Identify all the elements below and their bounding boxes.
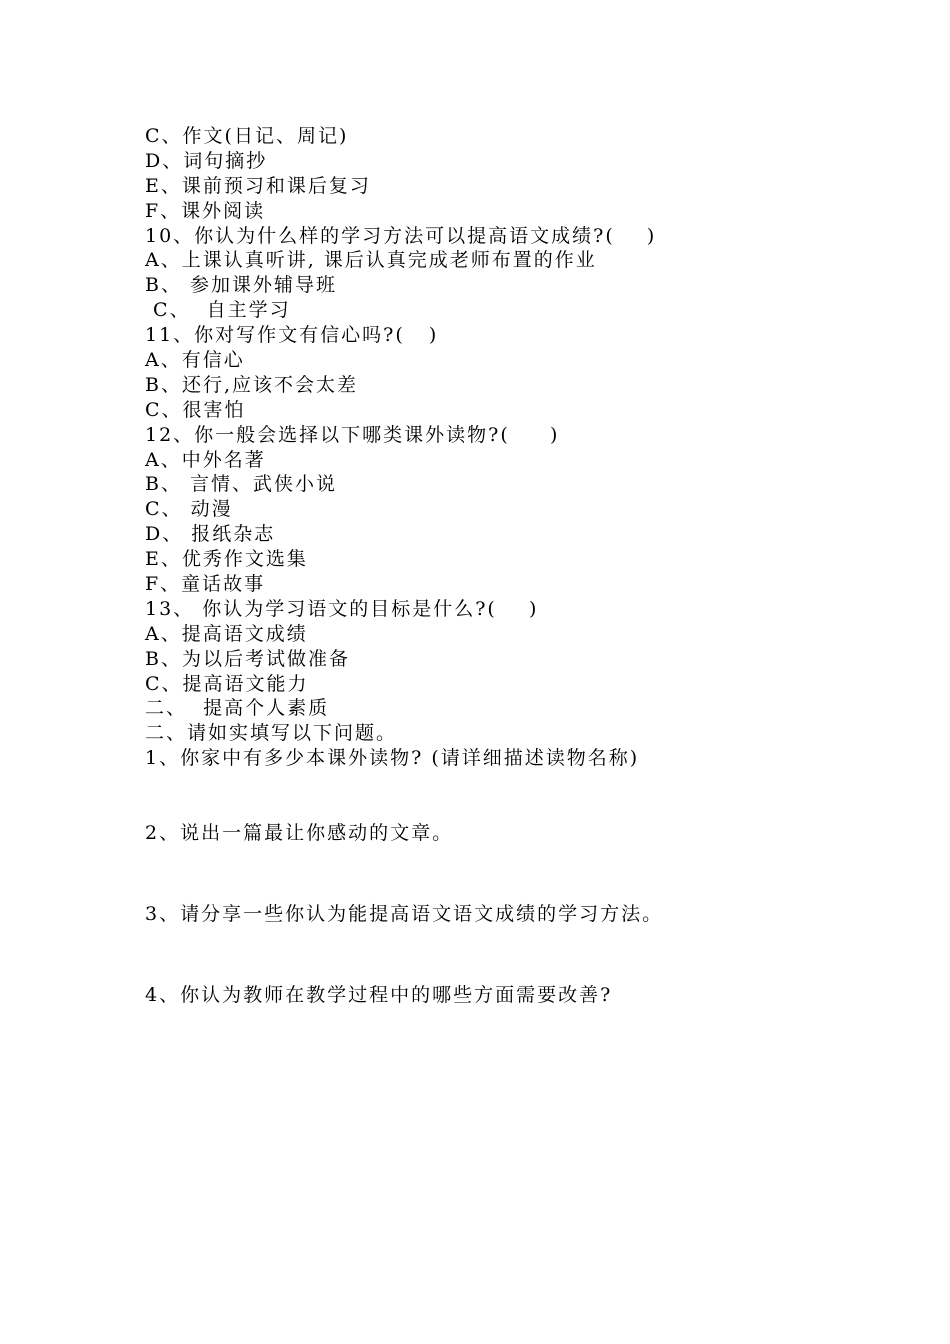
option-line: C、很害怕 bbox=[145, 398, 246, 421]
option-line: B、 参加课外辅导班 bbox=[145, 274, 338, 297]
open-question-1: 1、你家中有多少本课外读物? (请详细描述读物名称) bbox=[145, 747, 640, 770]
question-11: 11、你对写作文有信心吗?( ) bbox=[145, 324, 439, 347]
answer-space bbox=[145, 771, 865, 821]
option-line: D、词句摘抄 bbox=[145, 149, 268, 172]
open-question-3: 3、请分享一些你认为能提高语文语文成绩的学习方法。 bbox=[145, 903, 664, 926]
option-line: C、 自主学习 bbox=[145, 299, 291, 322]
open-question-4: 4、你认为教师在教学过程中的哪些方面需要改善? bbox=[145, 983, 613, 1006]
option-line: F、童话故事 bbox=[145, 573, 266, 596]
answer-space bbox=[145, 927, 865, 983]
option-line: B、 言情、武侠小说 bbox=[145, 473, 338, 496]
option-line: A、有信心 bbox=[145, 349, 245, 372]
option-line: E、课前预习和课后复习 bbox=[145, 174, 371, 197]
answer-space bbox=[145, 846, 865, 902]
option-line: A、提高语文成绩 bbox=[145, 622, 308, 645]
question-10: 10、你认为什么样的学习方法可以提高语文成绩?( ) bbox=[145, 224, 657, 247]
option-line: C、提高语文能力 bbox=[145, 672, 309, 695]
open-question-2: 2、说出一篇最让你感动的文章。 bbox=[145, 822, 454, 845]
option-line: D、 报纸杂志 bbox=[145, 523, 276, 546]
option-line: C、作文(日记、周记) bbox=[145, 125, 349, 147]
option-line: B、还行,应该不会太差 bbox=[145, 373, 359, 396]
option-line: F、课外阅读 bbox=[145, 199, 266, 222]
section-heading: 二、请如实填写以下问题。 bbox=[145, 722, 398, 745]
option-line: 二、 提高个人素质 bbox=[145, 697, 330, 720]
document-page bbox=[145, 124, 865, 1008]
question-12: 12、你一般会选择以下哪类课外读物?( ) bbox=[145, 423, 560, 446]
option-line: A、上课认真听讲, 课后认真完成老师布置的作业 bbox=[145, 249, 597, 272]
option-line: A、中外名著 bbox=[145, 448, 266, 471]
option-line: B、为以后考试做准备 bbox=[145, 647, 350, 670]
question-13: 13、 你认为学习语文的目标是什么?( ) bbox=[145, 597, 539, 620]
option-line: E、优秀作文选集 bbox=[145, 548, 308, 571]
option-line: C、 动漫 bbox=[145, 498, 233, 521]
